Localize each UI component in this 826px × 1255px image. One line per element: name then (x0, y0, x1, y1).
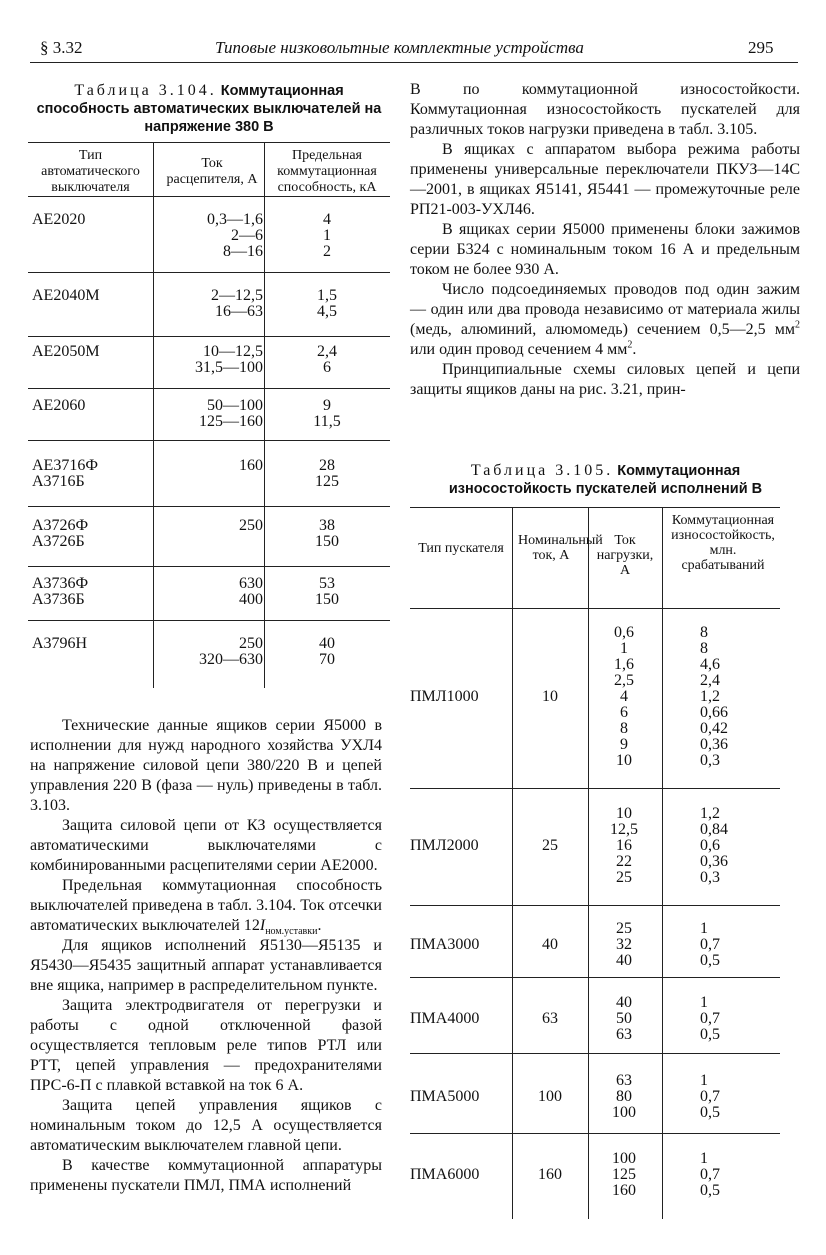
breaker-type-value: А3796Н (32, 635, 88, 652)
column-header-wear: Коммутационная износостойкость, млн. срабатываний (671, 513, 775, 573)
breaking-capacity-value: 2 (323, 243, 331, 260)
release-current-value: 250 (239, 517, 263, 534)
starter-type: ПМЛ1000 (410, 688, 479, 705)
release-current-value: 160 (239, 457, 263, 474)
breaker-type (32, 518, 88, 550)
release-current-value: 10—12,5 (203, 343, 263, 360)
load-current-value: 40 (616, 994, 632, 1011)
switching-wear-value: 1,2 (700, 805, 720, 822)
table-rule (410, 977, 780, 978)
release-current (153, 344, 263, 376)
load-current-value: 63 (616, 1026, 632, 1043)
breaking-capacity-value: 150 (315, 591, 339, 608)
release-current (153, 212, 263, 260)
release-current-value: 16—63 (215, 303, 263, 320)
switching-wear (700, 806, 780, 886)
paragraph: Принципиальные схемы силовых цепей и цепи защиты ящиков даны на рис. 3.21, прин- (410, 361, 800, 398)
switching-wear-value: 1 (700, 994, 708, 1011)
breaking-capacity-value: 28 (319, 457, 335, 474)
breaker-type-value: А3716Б (32, 473, 85, 490)
table-rule (410, 507, 780, 508)
load-current-value: 9 (620, 736, 628, 753)
switching-wear-value: 4,6 (700, 656, 720, 673)
paragraph: Защита силовой цепи от КЗ осуществляется автоматическими выключателями с комбинированными расцепителями серии АЕ2000. (30, 817, 382, 874)
header-rule (30, 62, 798, 63)
switching-wear-value: 1 (700, 1150, 708, 1167)
release-current-value: 125—160 (199, 413, 263, 430)
table-rule (28, 388, 390, 389)
table-rule (28, 272, 390, 273)
switching-wear-value: 0,66 (700, 704, 728, 721)
table-rule (28, 142, 390, 143)
table-rule (28, 336, 390, 337)
load-current-value: 12,5 (610, 821, 638, 838)
paragraph: В качестве коммутационной аппаратуры применены пускатели ПМЛ, ПМА исполнений (30, 1157, 382, 1194)
table-3-104-label: Таблица 3.104. (74, 82, 217, 99)
switching-wear-value: 0,7 (700, 1010, 720, 1027)
table-rule (410, 905, 780, 906)
breaker-type (32, 344, 100, 360)
load-current (588, 1073, 660, 1121)
paragraph-text: Предельная коммутационная способность выключателей приведена в табл. 3.104. Ток отсечки автоматических выключателей 12 (30, 877, 382, 934)
breaking-capacity-value: 38 (319, 517, 335, 534)
paragraph: Для ящиков исполнений Я5130—Я5135 и Я5430—Я5435 защитный аппарат устанавливается вне ящика, например в распределительном пункте. (30, 937, 382, 994)
release-current (153, 518, 263, 534)
table-column-rule (662, 507, 663, 1219)
breaker-type-value: АЕ2060 (32, 397, 86, 414)
breaking-capacity (264, 288, 390, 320)
breaking-capacity (264, 636, 390, 668)
table-rule (28, 196, 390, 197)
switching-wear-value: 0,84 (700, 821, 728, 838)
switching-wear-value: 0,3 (700, 869, 720, 886)
breaking-capacity-value: 6 (323, 359, 331, 376)
release-current (153, 636, 263, 668)
breaking-capacity (264, 458, 390, 490)
release-current-value: 8—16 (223, 243, 263, 260)
nominal-current: 100 (538, 1088, 562, 1105)
switching-wear-value: 0,7 (700, 1088, 720, 1105)
load-current-value: 100 (612, 1150, 636, 1167)
breaker-type (32, 212, 85, 228)
switching-wear-value: 0,5 (700, 1026, 720, 1043)
column-header-capacity: Предельная коммутационная способность, кА (277, 148, 377, 195)
breaker-type (32, 398, 85, 414)
load-current-value: 2,5 (614, 672, 634, 689)
table-rule (410, 1053, 780, 1054)
load-current-value: 160 (612, 1182, 636, 1199)
load-current-value: 10 (616, 805, 632, 822)
release-current (153, 458, 263, 474)
section-number: § 3.32 (40, 38, 83, 57)
breaking-capacity-value: 125 (315, 473, 339, 490)
paragraph: В ящиках с аппаратом выбора режима работы применены универсальные переключатели ПКУЗ—14С—2001, в ящиках Я5141, Я5441 — промежуточные реле РП21-003-УХЛ46. (410, 141, 800, 218)
running-title: Типовые низковольтные комплектные устройства (215, 38, 584, 57)
breaking-capacity-value: 53 (319, 575, 335, 592)
table-column-rule (512, 507, 513, 1219)
breaking-capacity-value: 2,4 (317, 343, 337, 360)
load-current-value: 125 (612, 1166, 636, 1183)
nominal-current: 160 (538, 1166, 562, 1183)
table-rule (28, 440, 390, 441)
switching-wear-value: 2,4 (700, 672, 720, 689)
breaking-capacity-value: 70 (319, 651, 335, 668)
breaking-capacity-value: 11,5 (313, 413, 341, 430)
breaker-type-value: АЕ2040М (32, 287, 100, 304)
breaker-type (32, 288, 100, 304)
switching-wear (700, 1073, 780, 1121)
breaking-capacity-value: 9 (323, 397, 331, 414)
table-rule (28, 566, 390, 567)
nominal-current: 63 (542, 1010, 558, 1027)
breaking-capacity (264, 212, 390, 260)
load-current-value: 40 (616, 952, 632, 969)
load-current-value: 50 (616, 1010, 632, 1027)
load-current-value: 63 (616, 1072, 632, 1089)
nominal-current: 40 (542, 936, 558, 953)
starter-type: ПМЛ2000 (410, 837, 479, 854)
breaker-type (32, 458, 98, 490)
switching-wear-value: 8 (700, 640, 708, 657)
page-number: 295 (748, 38, 774, 57)
starter-type: ПМА3000 (410, 936, 480, 953)
column-header-type: Тип пускателя (418, 541, 504, 556)
switching-wear-value: 0,3 (700, 752, 720, 769)
breaking-capacity (264, 344, 390, 376)
table-rule (28, 506, 390, 507)
load-current-value: 32 (616, 936, 632, 953)
switching-wear-value: 0,6 (700, 837, 720, 854)
breaking-capacity-value: 40 (319, 635, 335, 652)
load-current-value: 10 (616, 752, 632, 769)
breaker-type-value: АЕ3716Ф (32, 457, 98, 474)
table-3-104-caption (28, 82, 390, 136)
load-current (588, 1151, 660, 1199)
paragraph-text: . (632, 341, 637, 358)
starter-type: ПМА4000 (410, 1010, 480, 1027)
column-header-nominal: Номинальный ток, А (518, 533, 603, 563)
current-symbol: I (259, 917, 266, 934)
load-current (588, 806, 660, 886)
starter-type: ПМА5000 (410, 1088, 480, 1105)
switching-wear-value: 0,36 (700, 736, 728, 753)
release-current (153, 576, 263, 608)
switching-wear (700, 995, 780, 1043)
breaking-capacity-value: 4 (323, 211, 331, 228)
breaking-capacity (264, 398, 390, 430)
breaker-type (32, 576, 88, 608)
load-current-value: 100 (612, 1104, 636, 1121)
switching-wear-value: 8 (700, 624, 708, 641)
release-current (153, 288, 263, 320)
table-3-105 (410, 507, 780, 1219)
load-current-value: 6 (620, 704, 628, 721)
table-3-105-caption (408, 462, 803, 498)
breaker-type-value: А3736Б (32, 591, 85, 608)
column-header-current: Ток расцепителя, А (166, 156, 258, 187)
load-current-value: 1 (620, 640, 628, 657)
nominal-current: 25 (542, 837, 558, 854)
breaking-capacity-value: 1,5 (317, 287, 337, 304)
load-current-value: 16 (616, 837, 632, 854)
release-current-value: 2—12,5 (211, 287, 263, 304)
switching-wear-value: 1 (700, 1072, 708, 1089)
breaking-capacity-value: 1 (323, 227, 331, 244)
release-current-value: 0,3—1,6 (207, 211, 263, 228)
superscript: 2 (627, 339, 633, 351)
current-subscript: ном.уставки (265, 926, 318, 938)
table-rule (410, 1133, 780, 1134)
load-current-value: 22 (616, 853, 632, 870)
paragraph (410, 280, 800, 360)
release-current-value: 250 (239, 635, 263, 652)
paragraph: Защита цепей управления ящиков с номинальным током до 12,5 А осуществляется автоматическим выключателем главной цепи. (30, 1097, 382, 1154)
switching-wear-value: 0,36 (700, 853, 728, 870)
nominal-current: 10 (542, 688, 558, 705)
load-current-value: 25 (616, 920, 632, 937)
paragraph-text: . (317, 917, 322, 934)
breaker-type-value: А3726Ф (32, 517, 89, 534)
release-current-value: 630 (239, 575, 263, 592)
table-rule (410, 788, 780, 789)
switching-wear-value: 1 (700, 920, 708, 937)
switching-wear-value: 1,2 (700, 688, 720, 705)
switching-wear-value: 0,7 (700, 936, 720, 953)
load-current-value: 1,6 (614, 656, 634, 673)
paragraph: Технические данные ящиков серии Я5000 в исполнении для нужд народного хозяйства УХЛ4 на напряжение силовой цепи 380/220 В и цепей управления 220 В (фаза — нуль) приведены в табл. 3.103. (30, 717, 382, 814)
load-current-value: 80 (616, 1088, 632, 1105)
load-current (588, 995, 660, 1043)
load-current-value: 0,6 (614, 624, 634, 641)
table-3-105-label: Таблица 3.105. (470, 462, 614, 479)
column-header-type: Тип автоматического выключателя (41, 148, 140, 195)
starter-type: ПМА6000 (410, 1166, 480, 1183)
paragraph: В ящиках серии Я5000 применены блоки зажимов серии Б324 с номинальным током 16 А и предельным током не более 930 А. (410, 221, 800, 278)
column-header-load: Ток нагрузки, А (596, 533, 654, 578)
left-column-text (30, 716, 382, 1196)
superscript: 2 (795, 319, 800, 331)
paragraph-text: Число подсоединяемых проводов под один зажим — один или два провода независимо от материала жилы (медь, алюминий, алюмомедь) сечением 0,5—2,5 мм (410, 281, 800, 338)
right-column-text (410, 80, 800, 400)
switching-wear-value: 0,5 (700, 952, 720, 969)
table-rule (410, 608, 780, 609)
release-current-value: 50—100 (207, 397, 263, 414)
switching-wear (700, 1151, 780, 1199)
switching-wear (700, 921, 780, 969)
switching-wear-value: 0,5 (700, 1104, 720, 1121)
load-current-value: 25 (616, 869, 632, 886)
table-rule (28, 620, 390, 621)
breaker-type-value: АЕ2020 (32, 211, 86, 228)
paragraph (30, 876, 382, 936)
paragraph: В по коммутационной износостойкости. Коммутационная износостойкость пускателей для различных токов нагрузки приведена в табл. 3.105. (410, 81, 800, 138)
release-current-value: 400 (239, 591, 263, 608)
release-current (153, 398, 263, 430)
breaking-capacity (264, 576, 390, 608)
load-current-value: 4 (620, 688, 628, 705)
breaker-type (32, 636, 87, 652)
breaker-type-value: А3726Б (32, 533, 85, 550)
switching-wear-value: 0,7 (700, 1166, 720, 1183)
switching-wear (700, 625, 780, 769)
breaking-capacity (264, 518, 390, 550)
table-3-104-title: Коммутационная способность автоматических выключателей на напряжение 380 В (36, 83, 382, 135)
table-3-104 (28, 142, 390, 688)
switching-wear-value: 0,5 (700, 1182, 720, 1199)
switching-wear-value: 0,42 (700, 720, 728, 737)
load-current-value: 8 (620, 720, 628, 737)
breaking-capacity-value: 4,5 (317, 303, 337, 320)
release-current-value: 2—6 (231, 227, 263, 244)
paragraph-text: или один провод сечением 4 мм (410, 341, 628, 358)
release-current-value: 320—630 (199, 651, 263, 668)
breaker-type-value: АЕ2050М (32, 343, 100, 360)
breaker-type-value: А3736Ф (32, 575, 89, 592)
load-current (588, 921, 660, 969)
breaking-capacity-value: 150 (315, 533, 339, 550)
paragraph: Защита электродвигателя от перегрузки и работы с одной отключенной фазой осуществляется тепловым реле типов РТЛ или РТТ, цепей управления — предохранителями ПРС-6-П с плавкой вставкой на ток 6 А. (30, 997, 382, 1094)
table-3-105-title: Коммутационная износостойкость пускателей исполнений В (448, 463, 763, 497)
load-current (588, 625, 660, 769)
release-current-value: 31,5—100 (195, 359, 263, 376)
